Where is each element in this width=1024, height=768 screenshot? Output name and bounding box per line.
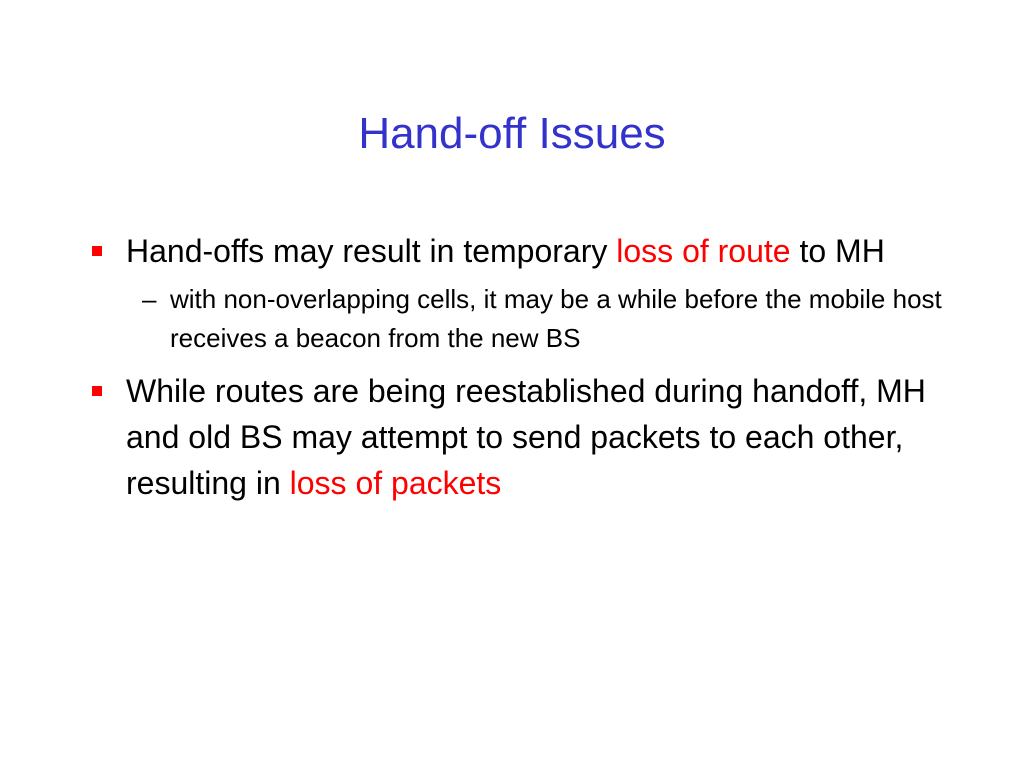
slide-title: Hand-off Issues: [358, 109, 666, 158]
bullet-text: [126, 233, 885, 269]
bullet-text-pre: Hand-offs may result in temporary: [126, 233, 617, 269]
bullet-text-highlight: loss of route: [616, 233, 791, 269]
square-bullet-icon: [92, 386, 102, 396]
bullet-text: [126, 373, 926, 501]
sub-bullet-text: with non-overlapping cells, it may be a while before the mobile host receives a beacon from the new BS: [170, 284, 942, 353]
slide-body: [86, 228, 966, 512]
square-bullet-icon: [92, 246, 102, 256]
sub-bullet-item-1: [86, 280, 966, 358]
bullet-item-2: [86, 368, 966, 506]
dash-bullet-icon: –: [142, 284, 157, 314]
bullet-item-1: [86, 228, 966, 274]
bullet-text-highlight: loss of packets: [289, 465, 502, 501]
bullet-text-post: to MH: [790, 233, 885, 269]
bullet-text-pre: While routes are being reestablished during handoff, MH and old BS may attempt to send packets to each other, resulting in: [126, 373, 926, 501]
